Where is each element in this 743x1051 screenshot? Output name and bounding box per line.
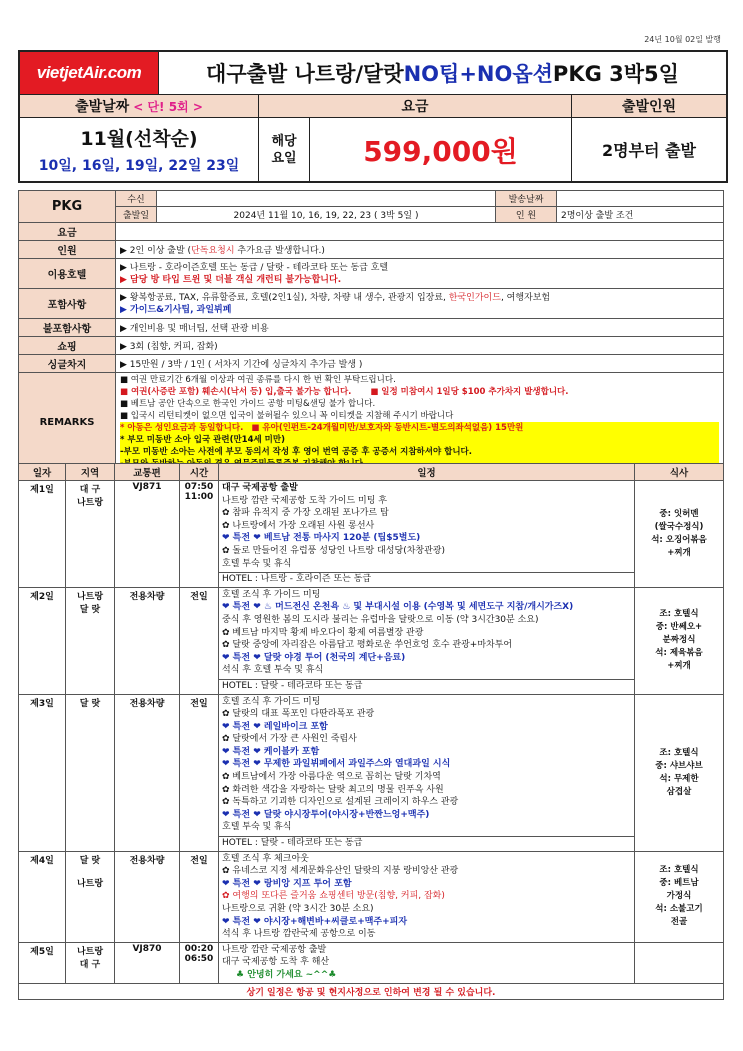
shopping-label: 쇼핑: [19, 337, 116, 355]
single-charge-label: 싱글차지: [19, 355, 116, 373]
schedule-line: ✿ 독특하고 기괴한 디자인으로 설계된 크레이지 하우스 관광: [222, 797, 459, 808]
people-value: 2명부터 출발: [602, 141, 696, 160]
day-cell: 제1일: [19, 481, 66, 588]
person-label: 인 원: [496, 207, 557, 223]
depart-value: 2024년 11월 10, 16, 19, 22, 23 ( 3박 5일 ): [157, 207, 496, 223]
hotel-line: HOTEL : 나트랑 - 호라이즌 또는 동급: [219, 572, 634, 586]
schedule-line: 대구 국제공항 도착 후 해산: [222, 957, 330, 968]
schedule-line: 호텔 조식 후 가이드 미팅: [222, 589, 321, 600]
schedule-line: ✿ 베트남 마지막 황제 바오다이 황제 여름별장 관광: [222, 627, 424, 638]
hotel-label: 이용호텔: [19, 259, 116, 289]
region-cell: 대 구 나트랑: [66, 481, 115, 588]
recv-label: 수신: [116, 191, 157, 207]
transport-cell: VJ871: [115, 481, 180, 588]
col-schedule: 일정: [219, 464, 635, 481]
schedule-line: 호텔 투숙 및 휴식: [222, 822, 292, 833]
schedule-line: 나트랑 깜란 국제공항 출발: [222, 944, 327, 955]
footer-row: [19, 983, 724, 999]
schedule-line: ✿ 유네스코 지정 세계문화유산인 달랏의 지붕 랑비앙산 관광: [222, 866, 459, 877]
price-value: 599,000원: [310, 118, 572, 181]
time-cell: 전일: [180, 851, 219, 942]
schedule-line: ✿ 베트남에서 가장 아름다운 역으로 꼽히는 달랏 기차역: [222, 772, 441, 783]
schedule-line: ✿ 참파 유적지 중 가장 오래된 포나가르 탑: [222, 508, 389, 519]
schedule-line: ✿ 달랏에서 가장 큰 사원인 죽림사: [222, 734, 357, 745]
time-cell: 07:50 11:00: [180, 481, 219, 588]
col-meal: 식사: [635, 464, 724, 481]
schedule-line: ❤ 특전 ❤ 달랏 야경 투어 (천국의 계단+음료): [222, 652, 406, 663]
itinerary-row: [19, 481, 724, 588]
schedule-line: 호텔 조식 후 체크아웃: [222, 853, 309, 864]
remarks-info: ■ 여권 만료기간 6개월 이상과 여권 종류를 다시 한 번 확인 부탁드립니다. ■ 여권(사증란 포함) 훼손시(낙서 등) 입,출국 불가능 합니다. ■ 일정 미참여시 1일당 $100 추가차지 발생합니다. ■ 베트남 공안 단속으로 한국인 가이드 공항 미팅&샌딩 불가 합니다. ■ 입국시 리턴티켓이 없으면 입국이 불허될수 있으니 꼭 이티켓을 지참해 주시기 바랍니다 * 아동은 성인요금과 동일합니다. ■ 유아(인펀트-24개월미만/보호자와 동반시트-별도의좌석없음) 15만원 * 부모 미동반 소아 입국 관련(만14세 미만) -부모 미동반 소아는 사전에 부모 동의서 작성 후 영어 번역 공증 후 공증서 지참하셔야 합니다.: [116, 373, 724, 472]
schedule-cell: [219, 587, 635, 694]
schedule-cell: [219, 851, 635, 942]
schedule-line: 나트랑으로 귀환 (약 3시간 30분 소요): [222, 904, 374, 914]
fee-label: 요금: [19, 223, 116, 241]
remarks-label: REMARKS: [19, 373, 116, 472]
region-cell: 나트랑 대 구: [66, 942, 115, 983]
time-cell: 00:20 06:50: [180, 942, 219, 983]
page-title: 대구출발 나트랑/달랏 NO팁+NO옵션 PKG 3박5일: [206, 62, 679, 86]
schedule-line: 석식 후 나트랑 깜란국제 공항으로 이동: [222, 929, 376, 940]
itinerary-row: [19, 942, 724, 983]
schedule-line: ❤ 특전 ❤ 레일바이크 포함: [222, 721, 328, 732]
schedule-line: ✿ 화려한 색감을 자랑하는 달랏 최고의 명물 린푸옥 사원: [222, 784, 444, 795]
footer-note: 상기 일정은 항공 및 현지사정으로 인하여 변경 될 수 있습니다.: [19, 983, 724, 999]
hotel-line: HOTEL : 달랏 - 테라코타 또는 동급: [219, 679, 634, 693]
schedule-cell: [219, 481, 635, 588]
schedule-line: ✿ 여행의 또다른 즐거움 쇼핑센터 방문(침향, 커피, 잡화): [222, 891, 445, 902]
schedule-line: 나트랑 깜란 국제공항 도착 가이드 미팅 후: [222, 495, 387, 506]
schedule-line: ❤ 특전 ❤ 무제한 과일뷔페에서 과일주스와 열대과일 시식: [222, 759, 451, 770]
include-info: ▶ 왕복항공료, TAX, 유류할증료, 호텔(2인1실), 차량, 차량 내 생수, 관광지 입장료, 한국인가이드, 여행자보험 ▶ 가이드&기사팁, 과일뷔페: [116, 289, 724, 319]
single-charge-info: ▶ 15만원 / 3박 / 1인 ( 서차지 기간에 싱글차지 추가금 발생 ): [116, 355, 724, 373]
itinerary-row: [19, 694, 724, 851]
schedule-line: 대구 국제공항 출발: [222, 483, 298, 493]
day-cell: 제4일: [19, 851, 66, 942]
vietjet-logo: vietjetAir.com: [20, 52, 159, 94]
transport-cell: VJ870: [115, 942, 180, 983]
schedule-line: ❤ 특전 ❤ ♨ 머드전신 온천욕 ♨ 및 부대시설 이용 (수영복 및 세면도구 지참/개시가즈X): [222, 602, 574, 613]
col-region: 지역: [66, 464, 115, 481]
schedule-cell: [219, 694, 635, 851]
meal-cell: 조: 호텔식 중: 반쎄오+ 분짜정식 석: 제육볶음 +찌개: [635, 587, 724, 694]
time-cell: 전일: [180, 694, 219, 851]
recv-value: [157, 191, 496, 207]
schedule-line: ✿ 나트랑에서 가장 오래된 사원 롱선사: [222, 520, 375, 531]
schedule-line: ❤ 특전 ❤ 베트남 전통 마사지 120분 (팁$5별도): [222, 533, 421, 544]
hotel-line: HOTEL : 달랏 - 테라코타 또는 동급: [219, 836, 634, 850]
meal-cell: 조: 호텔식 중: 샤브샤브 석: 무제한 삼겹살: [635, 694, 724, 851]
sender-label: 발송날짜: [496, 191, 557, 207]
exclude-label: 불포함사항: [19, 319, 116, 337]
transport-cell: 전용차량: [115, 587, 180, 694]
schedule-cell: [219, 942, 635, 983]
hotel-info: ▶ 나트랑 - 호라이즌호텔 또는 동급 / 달랏 - 테라코타 또는 동급 호텔 ▶ 담당 방 타입 트윈 및 더블 객실 개런티 불가능합니다.: [116, 259, 724, 289]
depart-date-heading: 출발날짜 < 단! 5회 >: [20, 95, 259, 117]
meal-cell: 중: 잇허멘 (쌀국수정식) 석: 오징어볶음 +찌개: [635, 481, 724, 588]
people-info: ▶ 2인 이상 출발 (단독요청시 추가요금 발생합니다.): [116, 241, 724, 259]
itinerary-row: [19, 851, 724, 942]
include-label: 포함사항: [19, 289, 116, 319]
pkg-label: PKG: [19, 191, 116, 223]
itinerary-table: [18, 463, 724, 1000]
day-cell: 제2일: [19, 587, 66, 694]
schedule-line: ♣ 안녕히 가세요 ~^^♣: [236, 969, 337, 980]
depart-label: 출발일: [116, 207, 157, 223]
region-cell: 달 랏 나트랑: [66, 851, 115, 942]
people-heading: 출발인원: [621, 99, 677, 115]
schedule-line: ✿ 돌로 만들어진 유럽풍 성당인 나트랑 대성당(차창관광): [222, 545, 445, 556]
schedule-line: 호텔 투숙 및 휴식: [222, 558, 292, 569]
sender-value: [557, 191, 724, 207]
meal-cell: 조: 호텔식 중: 베트남 가정식 석: 소불고기 전골: [635, 851, 724, 942]
itinerary-row: [19, 587, 724, 694]
schedule-line: 호텔 조식 후 가이드 미팅: [222, 696, 321, 707]
people-label: 인원: [19, 241, 116, 259]
transport-cell: 전용차량: [115, 694, 180, 851]
depart-dates: 10일, 16일, 19일, 22일 23일: [38, 158, 240, 174]
person-value: 2명이상 출발 조건: [557, 207, 724, 223]
info-table: [18, 190, 724, 472]
price-heading: 요금: [259, 95, 572, 117]
schedule-line: ❤ 특전 ❤ 달랏 야시장투어(야시장+반짠느엉+맥주): [222, 809, 430, 820]
region-cell: 나트랑 달 랏: [66, 587, 115, 694]
shopping-info: ▶ 3회 (침향, 커피, 잡화): [116, 337, 724, 355]
col-transport: 교통편: [115, 464, 180, 481]
exclude-info: ▶ 개인비용 및 매너팁, 선택 관광 비용: [116, 319, 724, 337]
col-day: 일자: [19, 464, 66, 481]
meal-cell: [635, 942, 724, 983]
fee-value: [116, 223, 724, 241]
issue-date: 24년 10월 02일 발행: [644, 35, 721, 44]
schedule-line: ✿ 달랏 중앙에 자리잡은 아름답고 평화로운 쑤언흐엉 호수 관광+마차투어: [222, 640, 513, 651]
day-label: 해당 요일: [259, 118, 310, 181]
schedule-line: ✿ 달랏의 대표 폭포인 다딴라폭포 관광: [222, 709, 375, 720]
schedule-line: ❤ 특전 ❤ 랑비앙 지프 투어 포함: [222, 878, 352, 889]
schedule-line: 석식 후 호텔 투숙 및 휴식: [222, 665, 324, 676]
schedule-line: ❤ 특전 ❤ 케이블카 포함: [222, 746, 320, 757]
col-time: 시간: [180, 464, 219, 481]
day-cell: 제3일: [19, 694, 66, 851]
schedule-line: 중식 후 영원한 봄의 도시라 불리는 유럽마을 달랏으로 이동 (약 3시간30분 소요): [222, 614, 539, 625]
schedule-line: ❤ 특전 ❤ 야시장+해변바+씨클로+맥주+피자: [222, 916, 408, 927]
depart-month: 11월(선착순): [80, 128, 198, 150]
transport-cell: 전용차량: [115, 851, 180, 942]
day-cell: 제5일: [19, 942, 66, 983]
region-cell: 달 랏: [66, 694, 115, 851]
header-block: [18, 50, 728, 183]
time-cell: 전일: [180, 587, 219, 694]
